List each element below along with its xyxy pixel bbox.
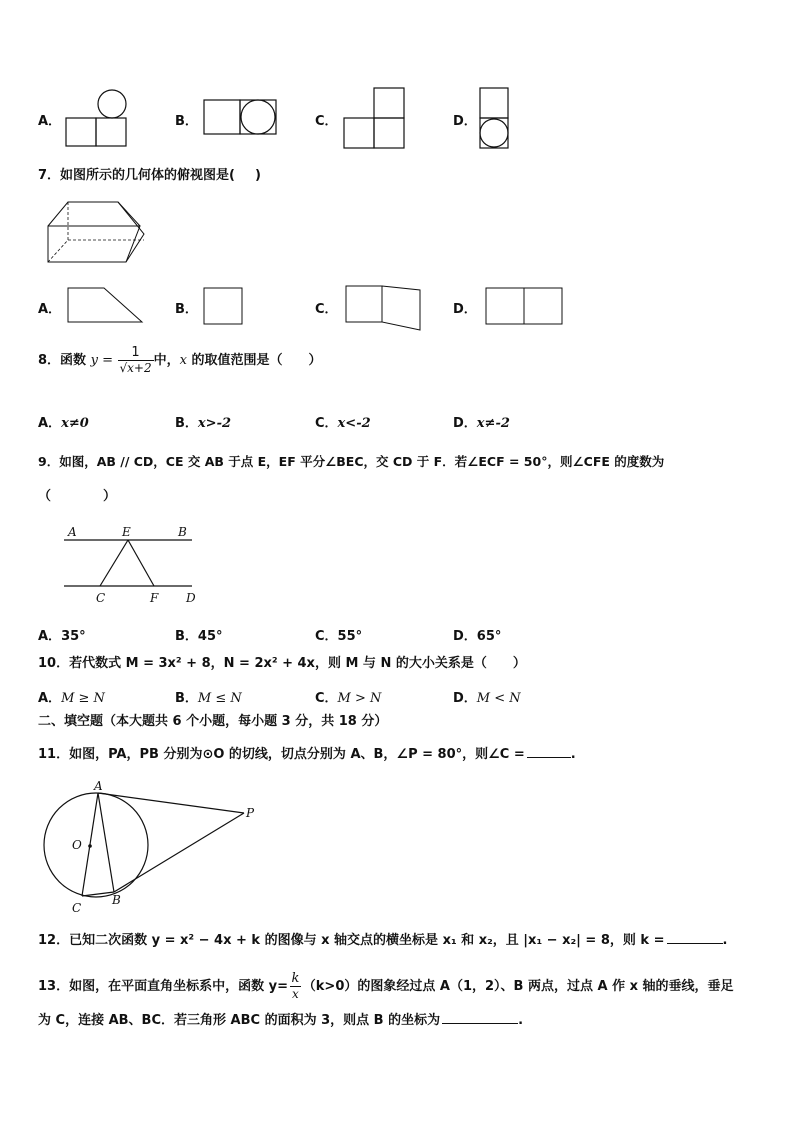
q13-stem-line1	[38, 972, 734, 1001]
q10-option-b	[175, 687, 242, 706]
q8-option-c-label: C．	[315, 416, 338, 431]
q7-solid-figure	[46, 198, 148, 268]
q9-stem-line2: （ ）	[38, 489, 117, 504]
q12-number: 12．	[38, 933, 70, 948]
q11-label-b: B	[112, 893, 121, 907]
q11-answer-blank[interactable]	[527, 745, 571, 758]
q9-label-c: C	[96, 591, 106, 605]
q10-stem-text: 若代数式 M = 3x² + 8，N = 2x² + 4x，则 M 与 N 的大小关系是（ ）	[69, 656, 526, 671]
q8-fraction-denominator: √x+2	[119, 361, 152, 375]
q9-label-f: F	[150, 591, 159, 605]
q11-label-a: A	[94, 779, 103, 793]
q11-label-p: P	[246, 806, 255, 820]
q9-option-d-label: D．	[453, 629, 477, 644]
q10-number: 10．	[38, 656, 70, 671]
q13-lead: 如图，在平面直角坐标系中，函数 y=	[69, 979, 288, 994]
q13-end: .	[518, 1013, 524, 1028]
q9-option-b-label: B．	[175, 629, 198, 644]
q6-option-b-label: B．	[175, 114, 198, 129]
q10-option-a-value: M ≥ N	[61, 691, 105, 706]
q6-option-c-figure	[340, 86, 410, 152]
q6-option-a-figure	[62, 88, 132, 150]
q8-option-c	[315, 412, 371, 431]
q11-circle-tangent-figure	[34, 778, 264, 914]
q8-option-d	[453, 412, 510, 431]
q10-option-d-value: M < N	[476, 691, 521, 706]
q6-option-c-label: C．	[315, 114, 338, 129]
q9-option-a-label: A．	[38, 629, 62, 644]
q11-stem-text: 如图，PA，PB 分别为⊙O 的切线，切点分别为 A、B，∠P = 80°，则∠C =	[69, 747, 525, 762]
q13-fraction-denominator: x	[292, 987, 299, 1001]
q10-stem	[38, 656, 526, 672]
q7-number: 7．	[38, 168, 61, 183]
q13-number: 13．	[38, 979, 70, 994]
q9-label-b: B	[178, 525, 187, 539]
q7-option-a-figure	[64, 286, 146, 328]
q8-fraction-numerator: 1	[131, 345, 140, 360]
q7-stem	[38, 168, 261, 184]
q13-fraction	[290, 972, 301, 1001]
q8-option-b-value: x>-2	[197, 416, 232, 431]
q10-option-b-label: B．	[175, 691, 198, 706]
q8-tail: 的取值范围是（ ）	[191, 353, 322, 368]
q9-line1-text: 如图，AB // CD，CE 交 AB 于点 E，EF 平分∠BEC，交 CD 于 F．若∠ECF = 50°，则∠CFE 的度数为	[59, 454, 665, 469]
q9-number: 9．	[38, 454, 60, 469]
q10-option-c-label: C．	[315, 691, 338, 706]
q8-number: 8．	[38, 353, 61, 368]
q8-option-a	[38, 412, 89, 431]
q10-option-d	[453, 687, 521, 706]
q8-option-d-label: D．	[453, 416, 477, 431]
q6-option-b-figure	[202, 98, 282, 138]
q10-option-c-value: M > N	[337, 691, 382, 706]
q8-option-b	[175, 412, 231, 431]
q11-number: 11．	[38, 747, 70, 762]
q8-option-c-value: x<-2	[337, 416, 371, 431]
q10-option-b-value: M ≤ N	[197, 691, 242, 706]
q13-line2-text: 为 C，连接 AB、BC．若三角形 ABC 的面积为 3，则点 B 的坐标为	[38, 1013, 441, 1028]
q7-stem-text: 如图所示的几何体的俯视图是(	[60, 168, 235, 183]
q9-option-b-value: 45°	[197, 629, 223, 644]
q8-after: 中，	[153, 353, 180, 368]
q9-option-a	[38, 625, 86, 644]
q13-fraction-numerator: k	[291, 971, 300, 986]
q8-option-b-label: B．	[175, 416, 198, 431]
q7-option-b-label: B．	[175, 302, 198, 317]
q7-option-b-figure	[202, 286, 246, 328]
q13-tail: （k>0）的图象经过点 A（1，2）、B 两点，过点 A 作 x 轴的垂线，垂足	[302, 979, 734, 994]
q9-option-c-value: 55°	[337, 629, 363, 644]
q6-option-a-label: A．	[38, 114, 62, 129]
q10-option-a-label: A．	[38, 691, 62, 706]
q12-stem-text: 已知二次函数 y = x² − 4x + k 的图像与 x 轴交点的横坐标是 x₁ 和 x₂，且 |x₁ − x₂| = 8，则 k =	[69, 933, 665, 948]
section2-title: 二、填空题（本大题共 6 个小题，每小题 3 分，共 18 分）	[38, 714, 388, 729]
q9-stem-line1	[38, 454, 664, 470]
q9-label-a: A	[68, 525, 77, 539]
q8-option-a-value: x≠0	[61, 416, 89, 431]
q7-option-a-label: A．	[38, 302, 62, 317]
q11-label-o: O	[72, 838, 82, 852]
q8-fraction	[118, 346, 154, 375]
q12-end: .	[722, 933, 728, 948]
q8-stem	[38, 346, 322, 375]
q7-option-c-figure	[344, 284, 426, 334]
q9-option-c	[315, 625, 362, 644]
q9-label-e: E	[122, 525, 131, 539]
q11-stem	[38, 745, 576, 763]
q11-label-c: C	[72, 901, 82, 915]
q9-option-d	[453, 625, 501, 644]
q13-stem-line2	[38, 1011, 523, 1029]
q8-var: x	[179, 353, 187, 368]
q8-func-y: y =	[90, 353, 113, 368]
q8-option-d-value: x≠-2	[476, 416, 510, 431]
q7-stem-end: )	[255, 168, 261, 183]
q9-option-a-value: 35°	[61, 629, 86, 644]
q12-answer-blank[interactable]	[667, 931, 723, 944]
q10-option-d-label: D．	[453, 691, 477, 706]
q9-option-b	[175, 625, 223, 644]
q7-option-d-figure	[484, 286, 566, 328]
q7-option-d-label: D．	[453, 302, 477, 317]
q8-lead: 函数	[60, 353, 87, 368]
q9-option-c-label: C．	[315, 629, 338, 644]
q12-stem	[38, 931, 727, 949]
q9-option-d-value: 65°	[476, 629, 502, 644]
q9-label-d: D	[186, 591, 196, 605]
q9-parallel-lines-figure	[60, 522, 210, 608]
q8-option-a-label: A．	[38, 416, 62, 431]
q7-option-c-label: C．	[315, 302, 338, 317]
q13-answer-blank[interactable]	[442, 1011, 518, 1024]
q10-option-c	[315, 687, 381, 706]
q11-end: .	[570, 747, 576, 762]
q10-option-a	[38, 687, 105, 706]
q6-option-d-figure	[476, 86, 516, 152]
q6-option-d-label: D．	[453, 114, 477, 129]
